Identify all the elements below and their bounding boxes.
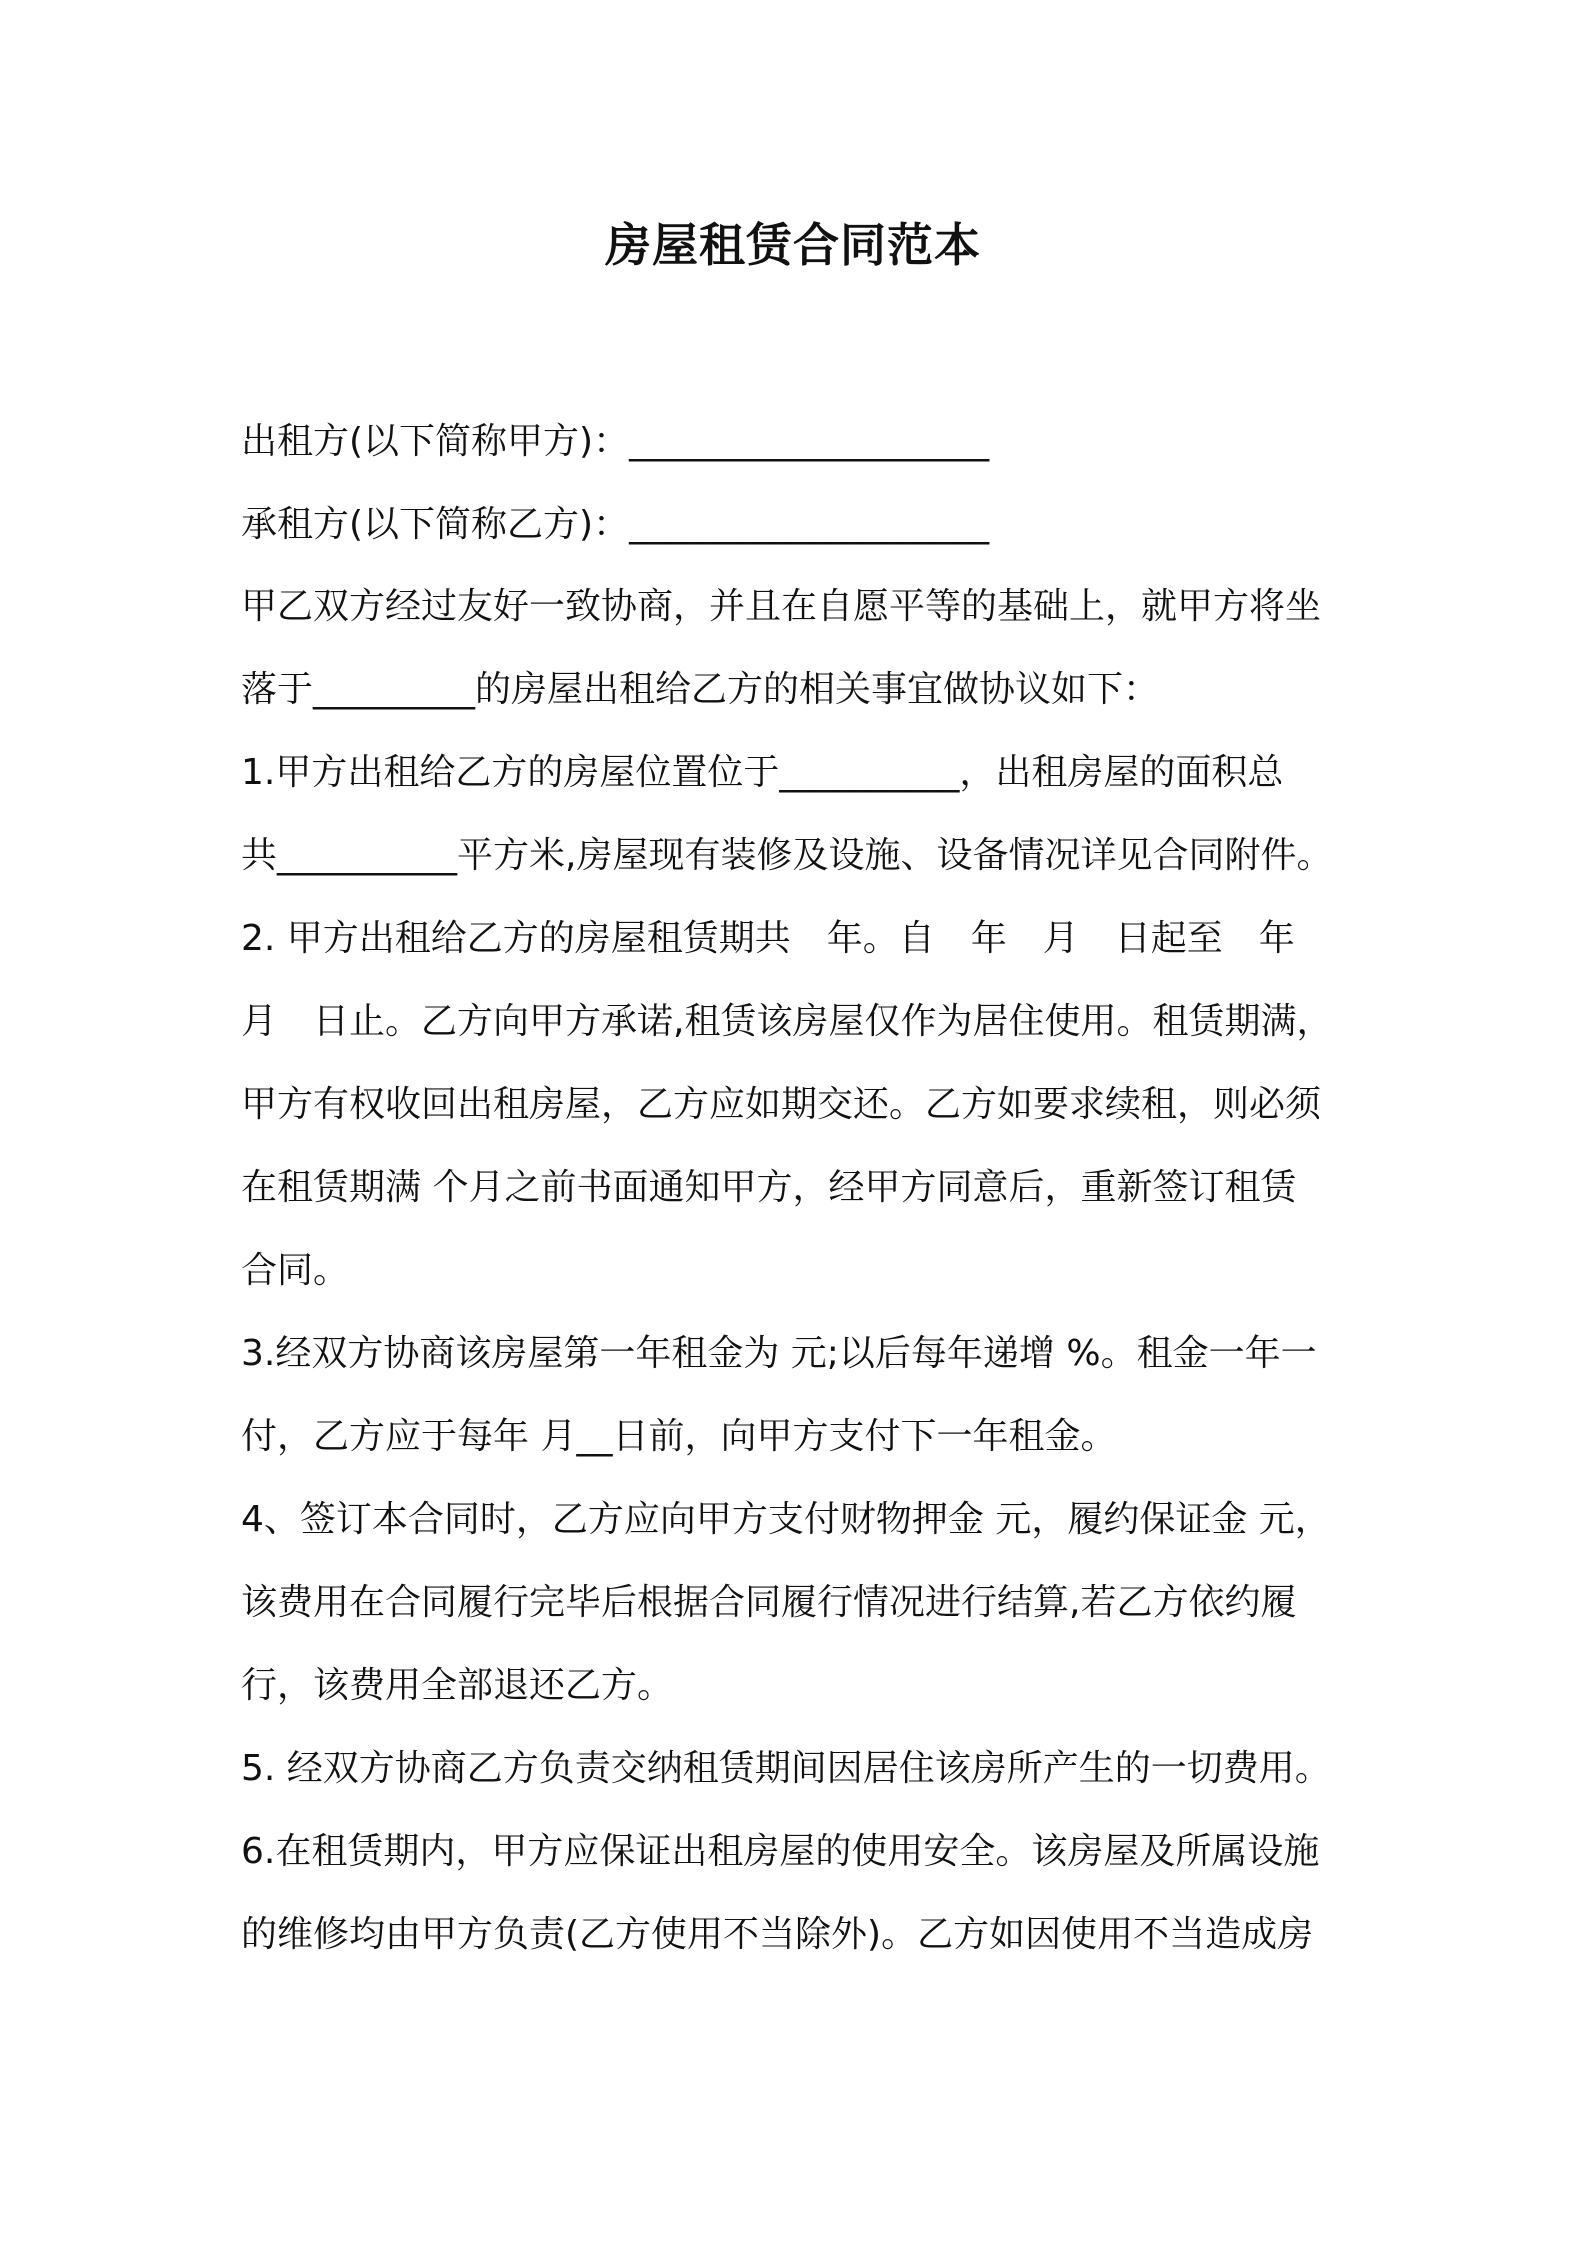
clause-6-line-1: 6.在租赁期内，甲方应保证出租房屋的使用安全。该房屋及所属设施 — [241, 1831, 1320, 1872]
clause-4-line-2: 该费用在合同履行完毕后根据合同履行情况进行结算,若乙方依约履 — [241, 1582, 1297, 1623]
lessee-line: 承租方(以下简称乙方)：____________________ — [241, 504, 990, 545]
clause-4-line-1: 4、签订本合同时，乙方应向甲方支付财物押金 元，履约保证金 元， — [241, 1499, 1331, 1540]
clause-6-line-2: 的维修均由甲方负责(乙方使用不当除外)。乙方如因使用不当造成房 — [241, 1914, 1314, 1955]
document-title: 房屋租赁合同范本 — [605, 218, 981, 272]
clause-2-line-2: 月 日止。乙方向甲方承诺,租赁该房屋仅作为居住使用。租赁期满， — [241, 1001, 1333, 1042]
lessor-line: 出租方(以下简称甲方)：____________________ — [241, 421, 990, 462]
intro-line-2: 落于_________的房屋出租给乙方的相关事宜做协议如下： — [241, 669, 1160, 710]
intro-line-1: 甲乙双方经过友好一致协商，并且在自愿平等的基础上，就甲方将坐 — [241, 586, 1322, 627]
clause-1-line-2: 共__________平方米,房屋现有装修及设施、设备情况详见合同附件。 — [241, 835, 1333, 876]
clause-3-line-1: 3.经双方协商该房屋第一年租金为 元;以后每年递增 %。租金一年一 — [241, 1333, 1317, 1374]
clause-4-line-3: 行，该费用全部退还乙方。 — [241, 1665, 674, 1706]
clause-3-line-2: 付，乙方应于每年 月__日前，向甲方支付下一年租金。 — [241, 1416, 1117, 1457]
clause-1-line-1: 1.甲方出租给乙方的房屋位置位于__________，出租房屋的面积总 — [241, 752, 1284, 793]
clause-2-line-1: 2. 甲方出租给乙方的房屋租赁期共 年。自 年 月 日起至 年 — [241, 918, 1295, 959]
clause-2-line-4: 在租赁期满 个月之前书面通知甲方，经甲方同意后，重新签订租赁 — [241, 1167, 1297, 1208]
clause-2-line-3: 甲方有权收回出租房屋，乙方应如期交还。乙方如要求续租，则必须 — [241, 1084, 1322, 1125]
clause-2-line-5: 合同。 — [241, 1250, 350, 1291]
clause-5-line-1: 5. 经双方协商乙方负责交纳租赁期间因居住该房所产生的一切费用。 — [241, 1748, 1331, 1789]
